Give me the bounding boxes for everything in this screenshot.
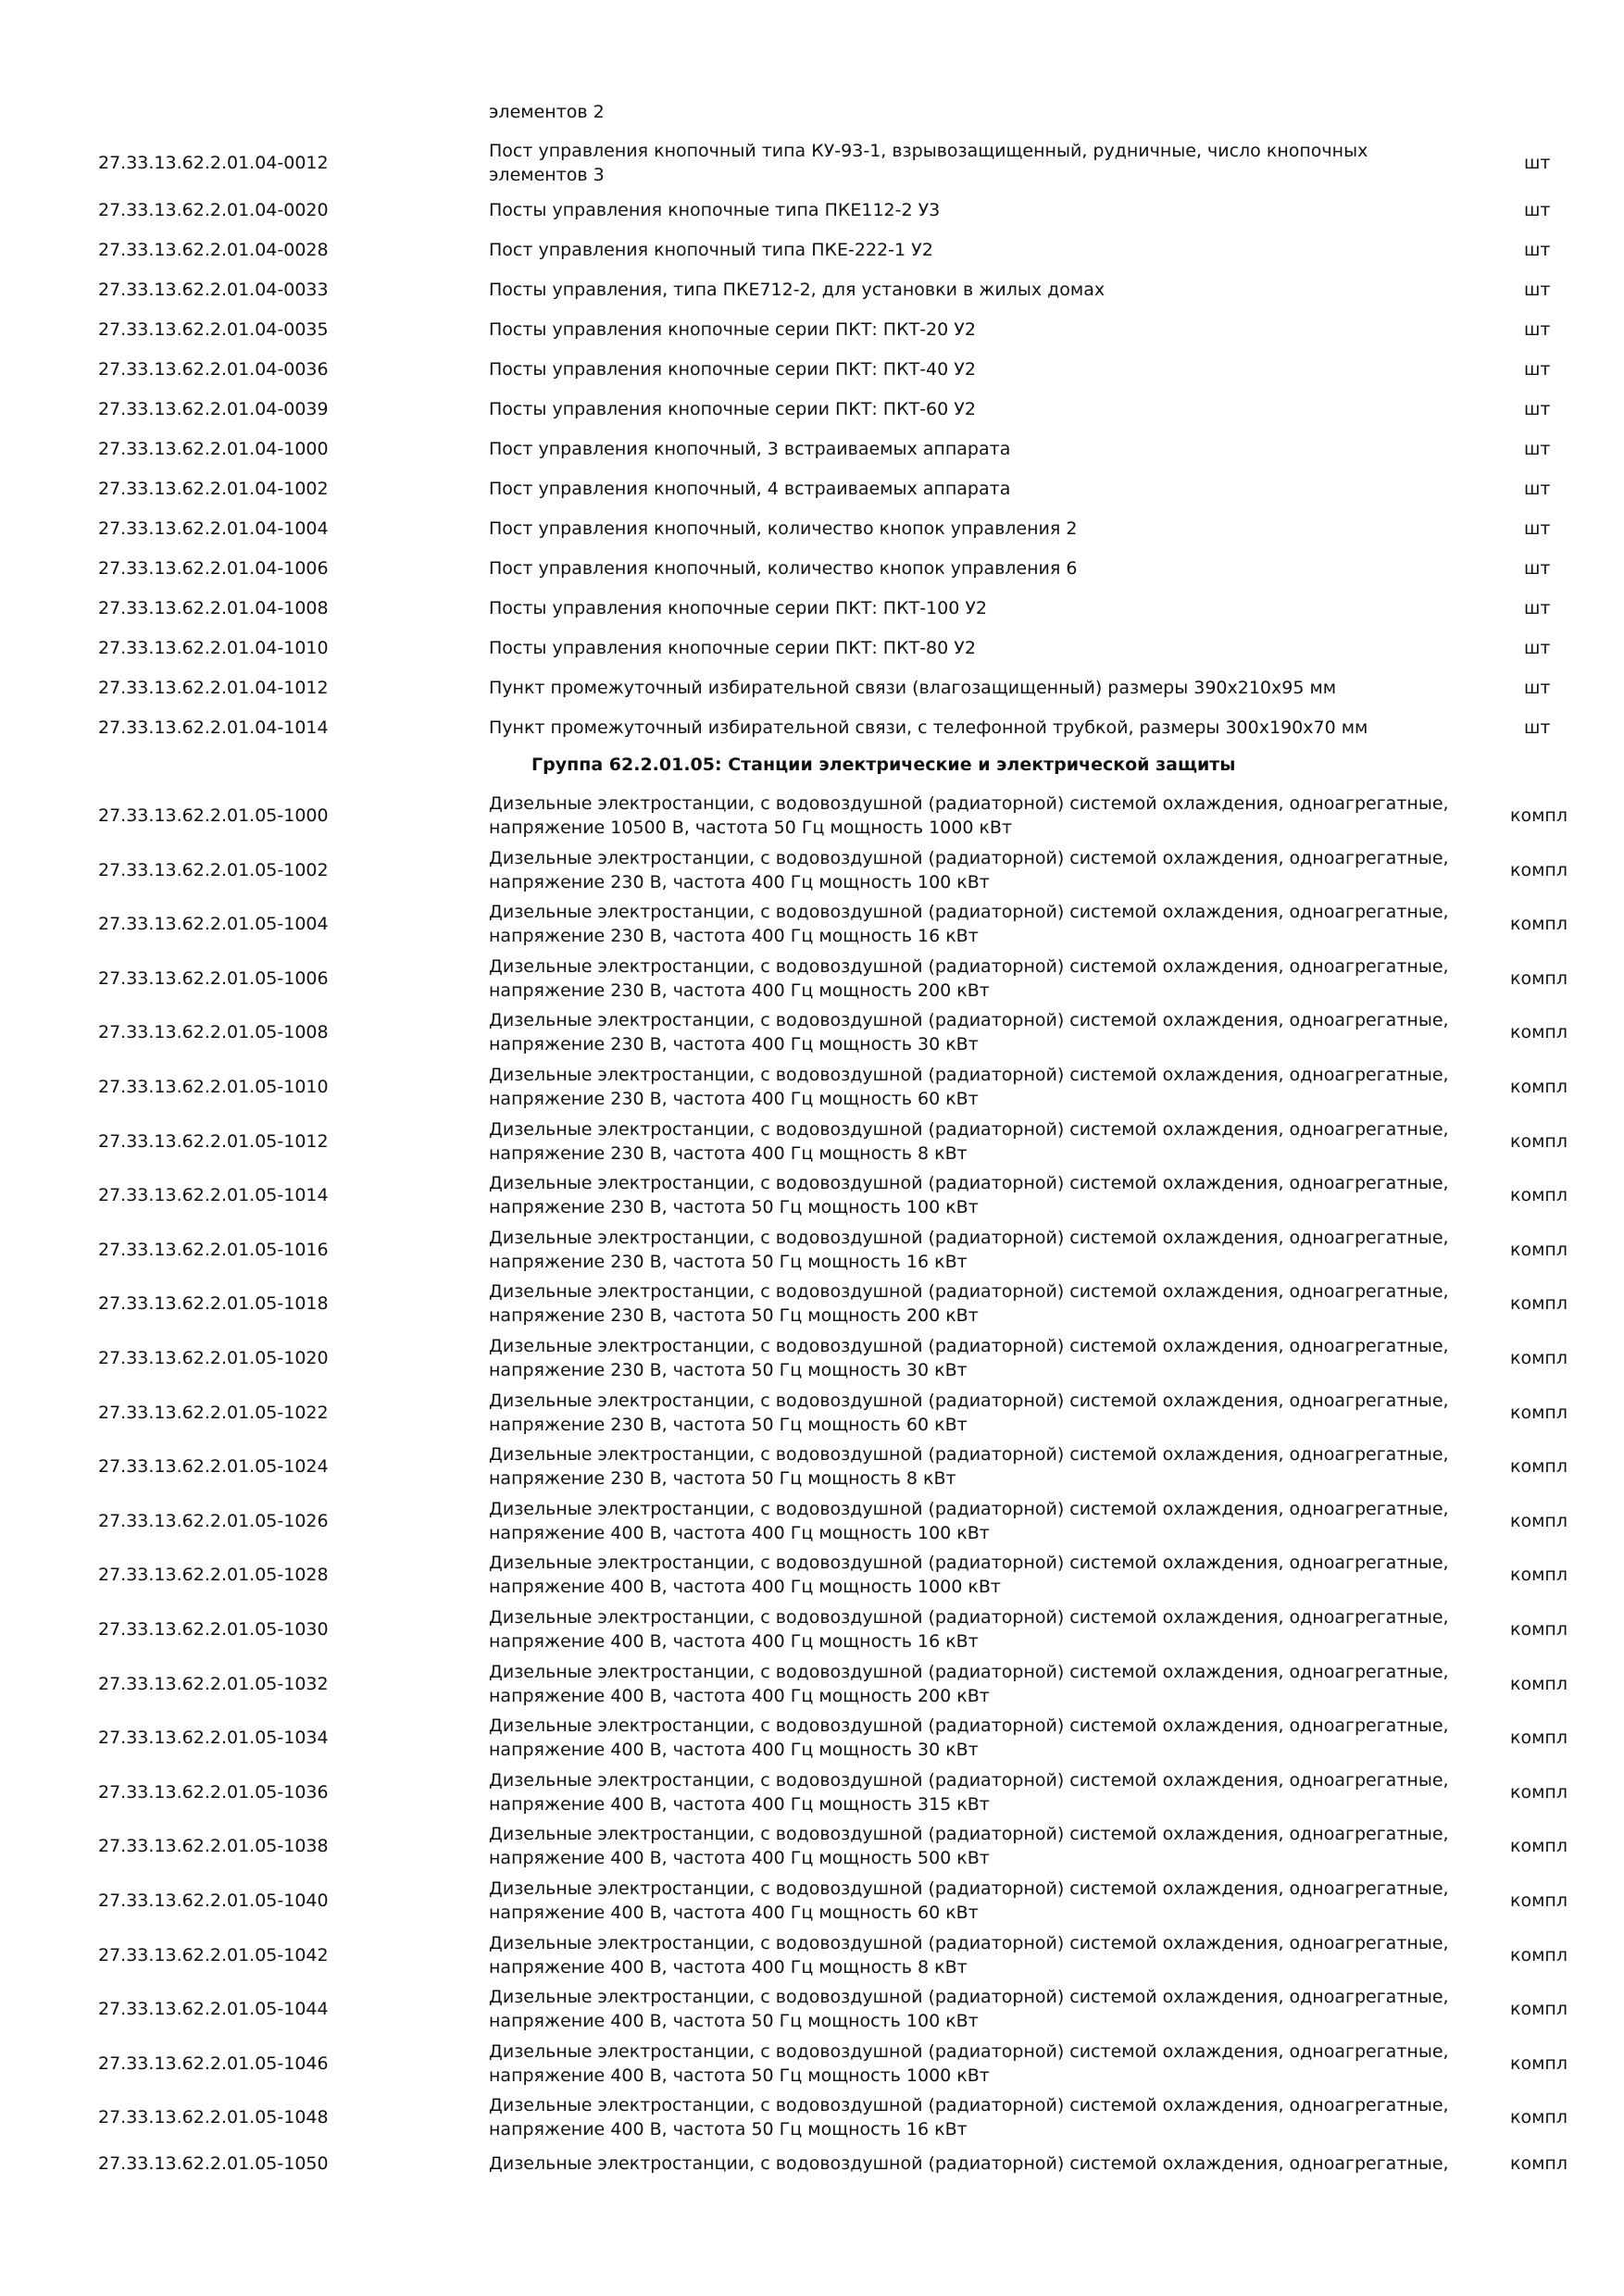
- item-unit: шт: [1524, 518, 1551, 539]
- item-unit: шт: [1524, 319, 1551, 340]
- item-description: Посты управления кнопочные серии ПКТ: ПКТ-40 У2: [489, 359, 976, 380]
- item-unit: шт: [1524, 399, 1551, 419]
- item-unit: шт: [1524, 479, 1551, 499]
- item-unit: компл: [1510, 1185, 1568, 1205]
- item-description: Дизельные электростанции, с водовоздушной (радиаторной) системой охлаждения, одноагрегатные, напряжение 230 В, частота 50 Гц мощность 8 кВт: [489, 1444, 1449, 1489]
- item-unit: компл: [1510, 1999, 1568, 2019]
- item-unit: компл: [1510, 1403, 1568, 1423]
- item-unit: компл: [1510, 1131, 1568, 1152]
- item-description: Дизельные электростанции, с водовоздушной (радиаторной) системой охлаждения, одноагрегатные, напряжение 10500 В, частота 50 Гц мощность 1000 кВт: [489, 793, 1449, 838]
- item-unit: шт: [1524, 439, 1551, 459]
- item-unit: компл: [1510, 2053, 1568, 2074]
- item-unit: шт: [1524, 558, 1551, 579]
- item-description: Дизельные электростанции, с водовоздушной (радиаторной) системой охлаждения, одноагрегатные, напряжение 230 В, частота 50 Гц мощность 100 кВт: [489, 1173, 1449, 1217]
- item-code: 27.33.13.62.2.01.05-1006: [98, 968, 329, 989]
- item-unit: компл: [1510, 914, 1568, 934]
- item-unit: шт: [1524, 240, 1551, 260]
- item-unit: компл: [1510, 2107, 1568, 2128]
- item-code: 27.33.13.62.2.01.04-0036: [98, 359, 329, 380]
- item-description: Дизельные электростанции, с водовоздушной (радиаторной) системой охлаждения, одноагрегатные, напряжение 400 В, частота 400 Гц мощность 200 кВт: [489, 1662, 1449, 1706]
- item-description: Дизельные электростанции, с водовоздушной (радиаторной) системой охлаждения, одноагрегатные,: [489, 2153, 1449, 2174]
- item-code: 27.33.13.62.2.01.05-1012: [98, 1131, 329, 1152]
- item-description: Пост управления кнопочный, количество кнопок управления 6: [489, 558, 1078, 579]
- item-description: Дизельные электростанции, с водовоздушной (радиаторной) системой охлаждения, одноагрегатные, напряжение 230 В, частота 400 Гц мощность 8 кВт: [489, 1119, 1449, 1164]
- item-code: 27.33.13.62.2.01.05-1042: [98, 1945, 329, 1965]
- item-code: 27.33.13.62.2.01.05-1034: [98, 1728, 329, 1748]
- item-description: Дизельные электростанции, с водовоздушной (радиаторной) системой охлаждения, одноагрегатные, напряжение 230 В, частота 50 Гц мощность 200 кВт: [489, 1281, 1449, 1326]
- item-description: Посты управления кнопочные типа ПКЕ112-2 У3: [489, 200, 941, 220]
- item-description: Дизельные электростанции, с водовоздушной (радиаторной) системой охлаждения, одноагрегатные, напряжение 230 В, частота 400 Гц мощность 100 кВт: [489, 848, 1449, 892]
- item-code: 27.33.13.62.2.01.05-1032: [98, 1674, 329, 1694]
- item-description: Пост управления кнопочный, 3 встраиваемых аппарата: [489, 439, 1011, 459]
- item-code: 27.33.13.62.2.01.04-1014: [98, 718, 329, 738]
- item-code: 27.33.13.62.2.01.05-1008: [98, 1022, 329, 1042]
- group-heading: Группа 62.2.01.05: Станции электрические и электрической защиты: [531, 755, 1236, 775]
- item-code: 27.33.13.62.2.01.05-1014: [98, 1185, 329, 1205]
- item-code: 27.33.13.62.2.01.05-1002: [98, 860, 329, 880]
- item-code: 27.33.13.62.2.01.04-1000: [98, 439, 329, 459]
- item-description: Пост управления кнопочный типа КУ-93-1, взрывозащищенный, рудничные, число кнопочных элементов 3: [489, 141, 1368, 185]
- item-unit: компл: [1510, 2153, 1568, 2174]
- item-description: Дизельные электростанции, с водовоздушной (радиаторной) системой охлаждения, одноагрегатные, напряжение 400 В, частота 400 Гц мощность 315 кВт: [489, 1770, 1449, 1815]
- item-unit: компл: [1510, 1293, 1568, 1314]
- item-unit: компл: [1510, 1619, 1568, 1640]
- item-description: Дизельные электростанции, с водовоздушной (радиаторной) системой охлаждения, одноагрегатные, напряжение 230 В, частота 50 Гц мощность 16 кВт: [489, 1228, 1449, 1272]
- item-unit: шт: [1524, 638, 1551, 658]
- item-unit: компл: [1510, 1240, 1568, 1260]
- item-description: Дизельные электростанции, с водовоздушной (радиаторной) системой охлаждения, одноагрегатные, напряжение 400 В, частота 400 Гц мощность 1000 кВт: [489, 1553, 1449, 1597]
- item-code: 27.33.13.62.2.01.05-1020: [98, 1348, 329, 1368]
- item-code: 27.33.13.62.2.01.05-1026: [98, 1511, 329, 1531]
- item-code: 27.33.13.62.2.01.04-0020: [98, 200, 329, 220]
- item-unit: компл: [1510, 805, 1568, 826]
- item-description: Дизельные электростанции, с водовоздушной (радиаторной) системой охлаждения, одноагрегатные, напряжение 230 В, частота 400 Гц мощность 60 кВт: [489, 1065, 1449, 1109]
- item-code: 27.33.13.62.2.01.05-1030: [98, 1619, 329, 1640]
- item-unit: шт: [1524, 359, 1551, 380]
- item-unit: компл: [1510, 1565, 1568, 1585]
- item-unit: компл: [1510, 1348, 1568, 1368]
- item-code: 27.33.13.62.2.01.04-0028: [98, 240, 329, 260]
- item-code: 27.33.13.62.2.01.05-1004: [98, 914, 329, 934]
- item-code: 27.33.13.62.2.01.05-1038: [98, 1836, 329, 1856]
- item-description: Дизельные электростанции, с водовоздушной (радиаторной) системой охлаждения, одноагрегатные, напряжение 230 В, частота 400 Гц мощность 200 кВт: [489, 956, 1449, 1001]
- item-description: Дизельные электростанции, с водовоздушной (радиаторной) системой охлаждения, одноагрегатные, напряжение 230 В, частота 50 Гц мощность 30 кВт: [489, 1336, 1449, 1380]
- item-code: 27.33.13.62.2.01.04-1010: [98, 638, 329, 658]
- item-description: Пост управления кнопочный, количество кнопок управления 2: [489, 518, 1078, 539]
- item-code: 27.33.13.62.2.01.05-1048: [98, 2107, 329, 2128]
- item-code: 27.33.13.62.2.01.05-1010: [98, 1077, 329, 1097]
- item-unit: компл: [1510, 1077, 1568, 1097]
- item-unit: компл: [1510, 1022, 1568, 1042]
- item-description: Посты управления кнопочные серии ПКТ: ПКТ-80 У2: [489, 638, 976, 658]
- item-unit: шт: [1524, 678, 1551, 698]
- item-unit: компл: [1510, 968, 1568, 989]
- item-description: Дизельные электростанции, с водовоздушной (радиаторной) системой охлаждения, одноагрегатные, напряжение 400 В, частота 400 Гц мощность 100 кВт: [489, 1499, 1449, 1543]
- item-unit: компл: [1510, 1511, 1568, 1531]
- item-description: Дизельные электростанции, с водовоздушной (радиаторной) системой охлаждения, одноагрегатные, напряжение 400 В, частота 400 Гц мощность 30 кВт: [489, 1716, 1449, 1760]
- item-unit: компл: [1510, 1836, 1568, 1856]
- item-description: Посты управления кнопочные серии ПКТ: ПКТ-60 У2: [489, 399, 976, 419]
- item-unit: шт: [1524, 200, 1551, 220]
- item-code: 27.33.13.62.2.01.05-1044: [98, 1999, 329, 2019]
- item-unit: компл: [1510, 1674, 1568, 1694]
- item-unit: компл: [1510, 1782, 1568, 1803]
- item-description: элементов 2: [489, 102, 605, 122]
- item-code: 27.33.13.62.2.01.04-1004: [98, 518, 329, 539]
- item-unit: шт: [1524, 598, 1551, 618]
- item-code: 27.33.13.62.2.01.05-1018: [98, 1293, 329, 1314]
- item-code: 27.33.13.62.2.01.05-1000: [98, 805, 329, 826]
- item-code: 27.33.13.62.2.01.04-1012: [98, 678, 329, 698]
- item-description: Посты управления, типа ПКЕ712-2, для установки в жилых домах: [489, 280, 1106, 300]
- item-unit: шт: [1524, 718, 1551, 738]
- item-description: Пост управления кнопочный типа ПКЕ-222-1 У2: [489, 240, 933, 260]
- item-description: Посты управления кнопочные серии ПКТ: ПКТ-100 У2: [489, 598, 988, 618]
- item-description: Дизельные электростанции, с водовоздушной (радиаторной) системой охлаждения, одноагрегатные, напряжение 400 В, частота 400 Гц мощность 8 кВт: [489, 1933, 1449, 1978]
- item-unit: компл: [1510, 1456, 1568, 1477]
- item-unit: шт: [1524, 280, 1551, 300]
- item-description: Дизельные электростанции, с водовоздушной (радиаторной) системой охлаждения, одноагрегатные, напряжение 230 В, частота 400 Гц мощность 16 кВт: [489, 902, 1449, 946]
- item-description: Дизельные электростанции, с водовоздушной (радиаторной) системой охлаждения, одноагрегатные, напряжение 400 В, частота 50 Гц мощность 16 кВт: [489, 2095, 1449, 2140]
- item-description: Дизельные электростанции, с водовоздушной (радиаторной) системой охлаждения, одноагрегатные, напряжение 400 В, частота 400 Гц мощность 16 кВт: [489, 1607, 1449, 1652]
- item-code: 27.33.13.62.2.01.05-1050: [98, 2153, 329, 2174]
- item-description: Дизельные электростанции, с водовоздушной (радиаторной) системой охлаждения, одноагрегатные, напряжение 400 В, частота 400 Гц мощность 60 кВт: [489, 1878, 1449, 1923]
- item-unit: компл: [1510, 1945, 1568, 1965]
- item-description: Посты управления кнопочные серии ПКТ: ПКТ-20 У2: [489, 319, 976, 340]
- item-description: Дизельные электростанции, с водовоздушной (радиаторной) системой охлаждения, одноагрегатные, напряжение 400 В, частота 50 Гц мощность 1000 кВт: [489, 2041, 1449, 2086]
- item-description: Пункт промежуточный избирательной связи (влагозащищенный) размеры 390х210х95 мм: [489, 678, 1337, 698]
- item-description: Пункт промежуточный избирательной связи, с телефонной трубкой, размеры 300х190х70 мм: [489, 718, 1368, 738]
- item-unit: компл: [1510, 1890, 1568, 1911]
- item-code: 27.33.13.62.2.01.04-1002: [98, 479, 329, 499]
- item-description: Дизельные электростанции, с водовоздушной (радиаторной) системой охлаждения, одноагрегатные, напряжение 400 В, частота 400 Гц мощность 500 кВт: [489, 1824, 1449, 1868]
- item-code: 27.33.13.62.2.01.05-1016: [98, 1240, 329, 1260]
- item-code: 27.33.13.62.2.01.05-1022: [98, 1403, 329, 1423]
- item-code: 27.33.13.62.2.01.04-1006: [98, 558, 329, 579]
- item-code: 27.33.13.62.2.01.05-1040: [98, 1890, 329, 1911]
- item-description: Пост управления кнопочный, 4 встраиваемых аппарата: [489, 479, 1011, 499]
- item-code: 27.33.13.62.2.01.04-0012: [98, 153, 329, 173]
- item-code: 27.33.13.62.2.01.05-1024: [98, 1456, 329, 1477]
- item-description: Дизельные электростанции, с водовоздушной (радиаторной) системой охлаждения, одноагрегатные, напряжение 230 В, частота 50 Гц мощность 60 кВт: [489, 1391, 1449, 1435]
- item-unit: шт: [1524, 153, 1551, 173]
- item-code: 27.33.13.62.2.01.04-0039: [98, 399, 329, 419]
- item-code: 27.33.13.62.2.01.04-0033: [98, 280, 329, 300]
- item-code: 27.33.13.62.2.01.04-0035: [98, 319, 329, 340]
- item-code: 27.33.13.62.2.01.04-1008: [98, 598, 329, 618]
- item-unit: компл: [1510, 860, 1568, 880]
- item-code: 27.33.13.62.2.01.05-1036: [98, 1782, 329, 1803]
- item-code: 27.33.13.62.2.01.05-1046: [98, 2053, 329, 2074]
- item-code: 27.33.13.62.2.01.05-1028: [98, 1565, 329, 1585]
- item-description: Дизельные электростанции, с водовоздушной (радиаторной) системой охлаждения, одноагрегатные, напряжение 230 В, частота 400 Гц мощность 30 кВт: [489, 1010, 1449, 1054]
- item-unit: компл: [1510, 1728, 1568, 1748]
- item-description: Дизельные электростанции, с водовоздушной (радиаторной) системой охлаждения, одноагрегатные, напряжение 400 В, частота 50 Гц мощность 100 кВт: [489, 1987, 1449, 2031]
